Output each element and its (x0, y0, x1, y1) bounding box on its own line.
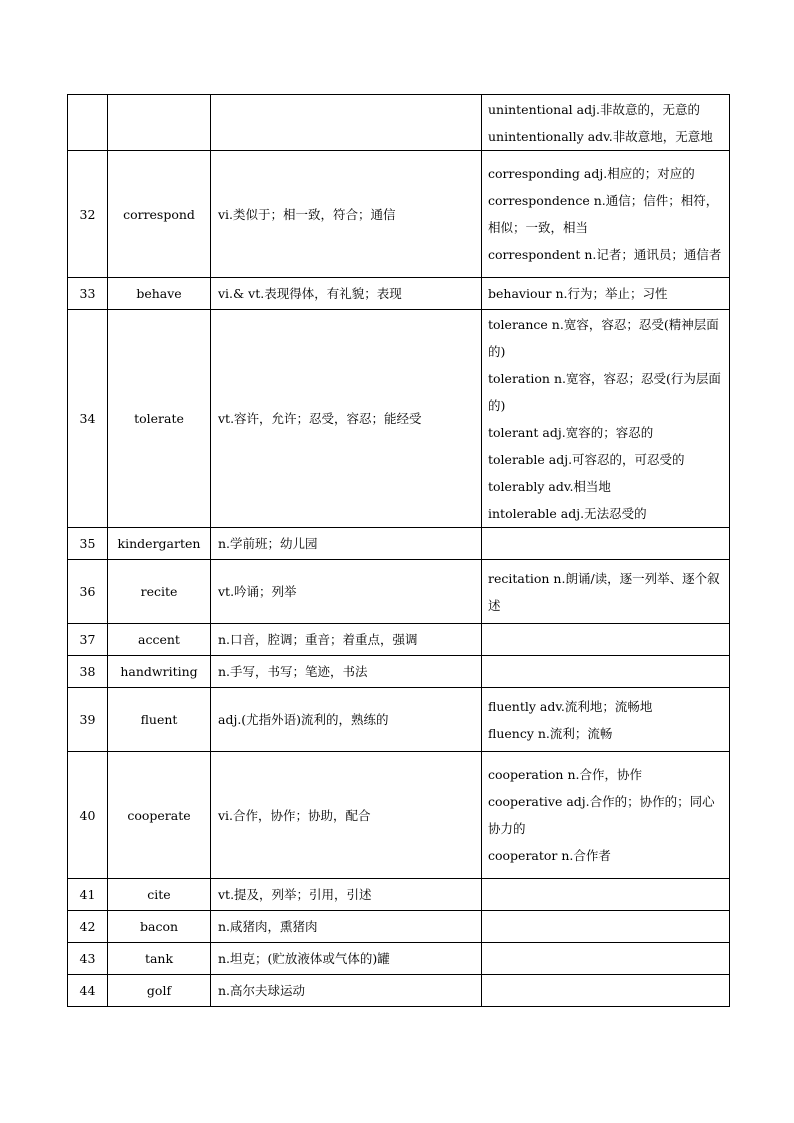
word-meaning: n.高尔夫球运动 (211, 975, 482, 1007)
word-meaning (211, 95, 482, 151)
entry-number: 39 (68, 688, 108, 752)
entry-number: 41 (68, 879, 108, 911)
headword: cite (108, 879, 211, 911)
derivative-entry: tolerable adj.可容忍的，可忍受的 (488, 451, 685, 467)
headword: golf (108, 975, 211, 1007)
headword: correspond (108, 151, 211, 278)
entry-number: 38 (68, 656, 108, 688)
word-meaning: adj.(尤指外语)流利的，熟练的 (211, 688, 482, 752)
word-meaning: n.坦克；(贮放液体或气体的)罐 (211, 943, 482, 975)
entry-number: 37 (68, 624, 108, 656)
word-meaning: vi.合作，协作；协助，配合 (211, 752, 482, 879)
table-row (68, 95, 730, 151)
headword: tolerate (108, 310, 211, 528)
derivative-entry: unintentionally adv.非故意地，无意地 (488, 128, 713, 144)
derivatives-cell (482, 624, 730, 656)
headword: tank (108, 943, 211, 975)
derivatives-list (488, 280, 725, 307)
entry-number: 33 (68, 278, 108, 310)
derivatives-list (488, 96, 725, 150)
derivatives-list (488, 761, 725, 869)
headword: accent (108, 624, 211, 656)
derivatives-cell (482, 688, 730, 752)
derivative-entry: tolerance n.宽容，容忍；忍受(精神层面的) (488, 316, 719, 359)
vocabulary-table (67, 94, 730, 1007)
table-row (68, 911, 730, 943)
entry-number: 43 (68, 943, 108, 975)
derivative-entry: cooperative adj.合作的；协作的；同心协力的 (488, 794, 715, 836)
table-row (68, 278, 730, 310)
derivative-entry: tolerant adj.宽容的；容忍的 (488, 424, 654, 440)
derivative-entry: fluency n.流利；流畅 (488, 725, 613, 741)
derivatives-cell (482, 975, 730, 1007)
entry-number: 36 (68, 560, 108, 624)
derivatives-list (488, 565, 725, 619)
derivatives-cell (482, 95, 730, 151)
derivative-entry: cooperation n.合作，协作 (488, 767, 642, 782)
vocabulary-table-body (68, 95, 730, 1007)
word-meaning: vt.吟诵；列举 (211, 560, 482, 624)
derivatives-list (488, 311, 725, 527)
table-row (68, 310, 730, 528)
word-meaning: vi.& vt.表现得体，有礼貌；表现 (211, 278, 482, 310)
derivatives-cell (482, 560, 730, 624)
entry-number: 34 (68, 310, 108, 528)
word-meaning: n.手写，书写；笔迹，书法 (211, 656, 482, 688)
derivative-entry: fluently adv.流利地；流畅地 (488, 698, 653, 714)
entry-number: 42 (68, 911, 108, 943)
entry-number: 35 (68, 528, 108, 560)
table-row (68, 975, 730, 1007)
derivative-entry: correspondence n.通信；信件；相符，相似；一致，相当 (488, 193, 719, 235)
headword: kindergarten (108, 528, 211, 560)
derivatives-list (488, 160, 725, 268)
derivative-entry: corresponding adj.相应的；对应的 (488, 166, 695, 181)
derivatives-cell (482, 656, 730, 688)
entry-number: 40 (68, 752, 108, 879)
table-row (68, 528, 730, 560)
derivatives-cell (482, 911, 730, 943)
table-row (68, 943, 730, 975)
word-meaning: n.学前班；幼儿园 (211, 528, 482, 560)
derivative-entry: intolerable adj.无法忍受的 (488, 505, 647, 521)
derivative-entry: recitation n.朗诵/读，逐一列举、逐个叙述 (488, 570, 720, 613)
word-meaning: vt.容许，允许；忍受，容忍；能经受 (211, 310, 482, 528)
word-meaning: vi.类似于；相一致，符合；通信 (211, 151, 482, 278)
derivatives-cell (482, 278, 730, 310)
headword: cooperate (108, 752, 211, 879)
derivatives-cell (482, 310, 730, 528)
derivative-entry: tolerably adv.相当地 (488, 478, 611, 494)
entry-number: 44 (68, 975, 108, 1007)
word-meaning: n.口音，腔调；重音；着重点，强调 (211, 624, 482, 656)
derivatives-cell (482, 879, 730, 911)
derivative-entry: behaviour n.行为；举止；习性 (488, 286, 668, 301)
table-row (68, 560, 730, 624)
table-row (68, 656, 730, 688)
derivatives-cell (482, 943, 730, 975)
derivative-entry: unintentional adj.非故意的，无意的 (488, 101, 700, 117)
derivative-entry: correspondent n.记者；通讯员；通信者 (488, 247, 722, 262)
word-meaning: n.咸猪肉，熏猪肉 (211, 911, 482, 943)
headword: fluent (108, 688, 211, 752)
headword: behave (108, 278, 211, 310)
table-row (68, 688, 730, 752)
headword: bacon (108, 911, 211, 943)
derivatives-cell (482, 151, 730, 278)
headword: handwriting (108, 656, 211, 688)
derivatives-cell (482, 528, 730, 560)
headword (108, 95, 211, 151)
derivatives-list (488, 693, 725, 747)
derivatives-cell (482, 752, 730, 879)
derivative-entry: cooperator n.合作者 (488, 848, 611, 863)
table-row (68, 624, 730, 656)
entry-number (68, 95, 108, 151)
word-meaning: vt.提及，列举；引用，引述 (211, 879, 482, 911)
headword: recite (108, 560, 211, 624)
derivative-entry: toleration n.宽容，容忍；忍受(行为层面的) (488, 370, 721, 413)
table-row (68, 879, 730, 911)
table-row (68, 752, 730, 879)
table-row (68, 151, 730, 278)
entry-number: 32 (68, 151, 108, 278)
